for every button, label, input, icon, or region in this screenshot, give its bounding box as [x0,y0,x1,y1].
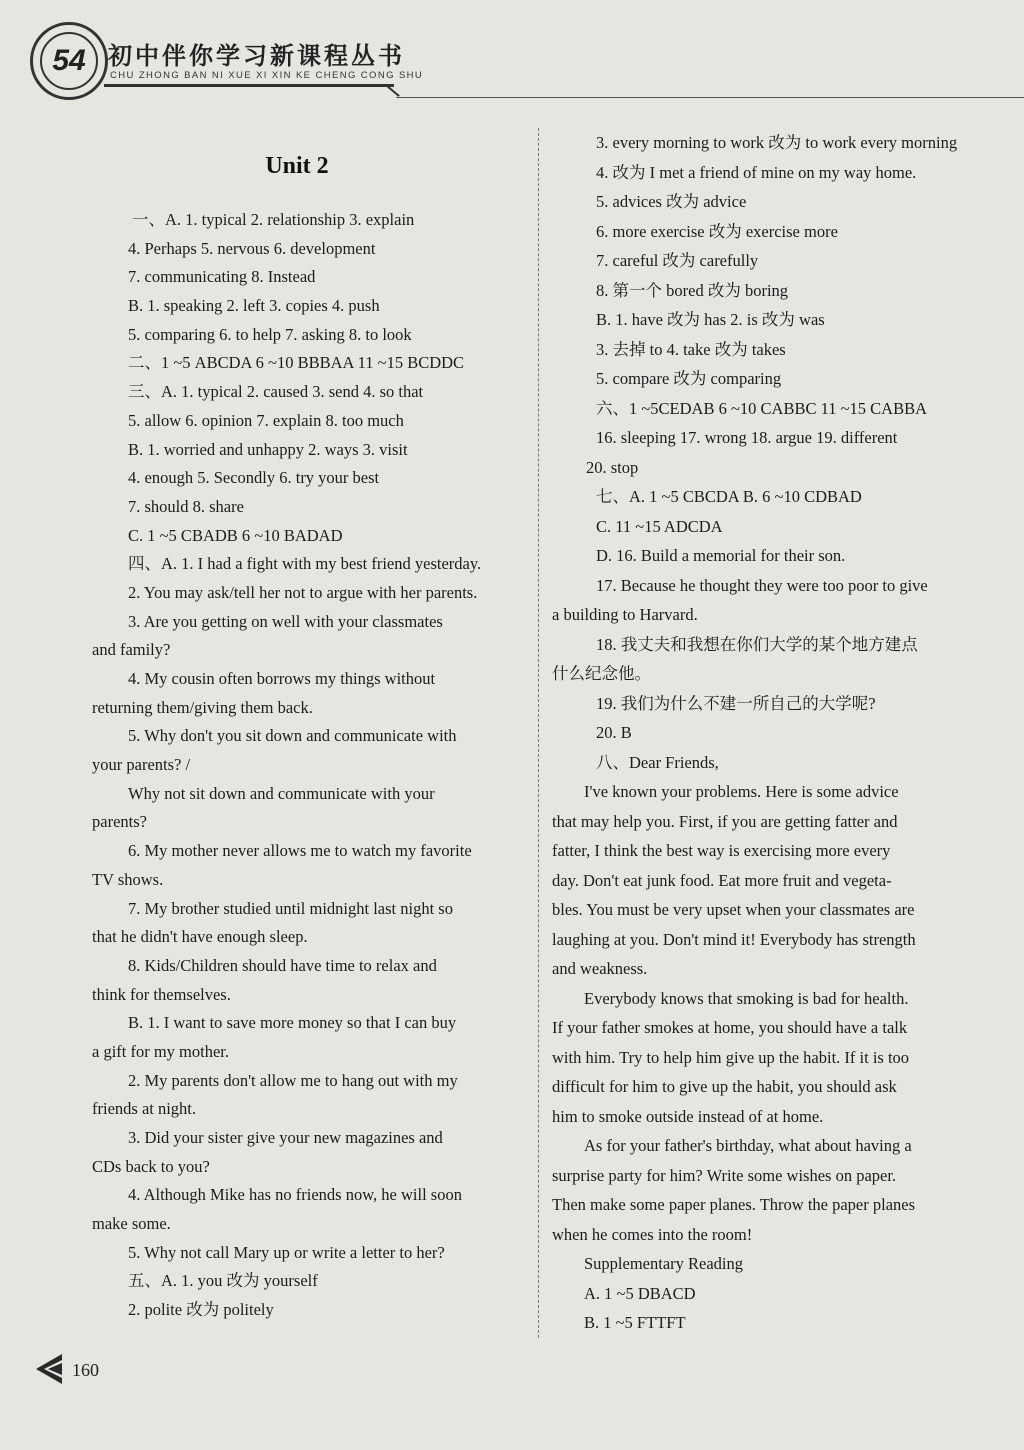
answer-line: 3. Are you getting on well with your classmates [128,611,443,631]
answer-line: C. 1 ~5 CBADB 6 ~10 BADAD [128,525,343,545]
answer-line: TV shows. [92,869,164,889]
answer-line: 4. My cousin often borrows my things without [128,669,436,688]
answer-line: 5. Why not call Mary up or write a letter to her? [128,1242,445,1262]
answer-line: 四、A. 1. I had a fight with my best friend yesterday. [128,554,482,574]
answer-line: B. 1 ~5 FTTFT [584,1313,686,1332]
page-number: 160 [72,1360,99,1380]
essay-line: surprise party for him? Write some wishes on paper. [552,1165,897,1185]
answer-line: 5. comparing 6. to help 7. asking 8. to look [128,324,412,344]
answer-line: 六、1 ~5CEDAB 6 ~10 CABBC 11 ~15 CABBA [596,398,927,418]
answer-line: B. 1. worried and unhappy 2. ways 3. visit [128,439,408,459]
answer-line: 7. My brother studied until midnight last night so [128,898,453,918]
answer-line: 20. stop [586,457,639,477]
essay-line: day. Don't eat junk food. Eat more fruit and vegeta- [552,870,892,890]
page-header [0,0,1024,110]
answer-line: 4. 改为 I met a friend of mine on my way home. [596,162,917,182]
essay-line: As for your father's birthday, what about having a [584,1136,912,1155]
answer-line: 5. compare 改为 comparing [596,369,782,388]
answer-line: 4. Perhaps 5. nervous 6. development [128,238,376,258]
answer-line: B. 1. have 改为 has 2. is 改为 was [596,310,825,329]
answer-line: 7. should 8. share [128,496,244,516]
answer-line: 一、A. 1. typical 2. relationship 3. explain [132,210,415,229]
answer-line: 3. 去掉 to 4. take 改为 takes [596,339,786,359]
answer-line: think for themselves. [92,984,231,1004]
answer-line: 5. Why don't you sit down and communicate with [128,726,457,746]
essay-line: laughing at you. Don't mind it! Everybody has strength [552,929,916,949]
answer-line: 3. Did your sister give your new magazines and [128,1128,443,1147]
answer-line: 2. You may ask/tell her not to argue with her parents. [128,582,478,602]
header-rule-thick [104,84,394,87]
answer-line: 2. My parents don't allow me to hang out with my [128,1070,458,1090]
essay-line: difficult for him to give up the habit, you should ask [552,1077,897,1096]
answer-line: returning them/giving them back. [92,697,313,717]
unit-title: Unit 2 [265,153,329,179]
answer-line: 5. allow 6. opinion 7. explain 8. too much [128,410,404,430]
logo-emblem: 54 [40,32,98,90]
answer-line: C. 11 ~15 ADCDA [596,516,723,536]
answer-line: 20. B [596,723,632,742]
answer-line: a gift for my mother. [92,1041,230,1061]
answer-line: 3. every morning to work 改为 to work every morning [596,133,958,152]
answer-line: and family? [92,640,171,660]
essay-line: and weakness. [552,959,648,978]
left-column [88,150,516,1325]
answer-line: 三、A. 1. typical 2. caused 3. send 4. so that [128,382,424,402]
answer-line: 2. polite 改为 politely [128,1300,274,1320]
answer-line: your parents? / [92,755,191,775]
answer-line: D. 16. Build a memorial for their son. [596,546,846,565]
answer-line: 五、A. 1. you 改为 yourself [128,1271,318,1291]
essay-line: with him. Try to help him give up the habit. If it is too [552,1047,910,1067]
essay-line: when he comes into the room! [552,1224,753,1244]
answer-line: 17. Because he thought they were too poor to give [596,575,928,595]
answer-line: parents? [92,812,147,832]
answer-line: B. 1. I want to save more money so that I can buy [128,1013,457,1033]
answer-line: B. 1. speaking 2. left 3. copies 4. push [128,296,380,316]
answer-line: friends at night. [92,1099,197,1119]
answer-line: 18. 我丈夫和我想在你们大学的某个地方建点 [596,634,918,654]
answer-line: CDs back to you? [92,1156,210,1176]
essay-line: fatter, I think the best way is exercising more every [552,841,891,860]
answer-line: 7. communicating 8. Instead [128,267,316,287]
essay-line: Everybody knows that smoking is bad for health. [584,988,909,1008]
answer-line: 6. My mother never allows me to watch my favorite [128,841,472,861]
answer-line: make some. [92,1214,171,1234]
answer-line: 什么纪念他。 [552,664,651,683]
series-title: 初中伴你学习新课程丛书 [108,42,405,70]
essay-line: Then make some paper planes. Throw the paper planes [552,1195,916,1214]
answer-line: 16. sleeping 17. wrong 18. argue 19. different [596,428,898,447]
right-column [548,128,980,1338]
section-heading: Supplementary Reading [584,1254,744,1273]
essay-line: that may help you. First, if you are getting fatter and [552,811,898,831]
essay-line: him to smoke outside instead of at home. [552,1106,824,1126]
answer-line: 七、A. 1 ~5 CBCDA B. 6 ~10 CDBAD [596,487,862,506]
answer-line: 8. 第一个 bored 改为 boring [596,280,789,300]
essay-greeting: 八、Dear Friends, [596,752,719,772]
essay-line: I've known your problems. Here is some advice [584,782,899,801]
series-pinyin: CHU ZHONG BAN NI XUE XI XIN KE CHENG CONG SHU [110,70,424,81]
essay-line: bles. You must be very upset when your classmates are [552,900,915,919]
answer-line: 二、1 ~5 ABCDA 6 ~10 BBBAA 11 ~15 BCDDC [128,353,465,373]
answer-line: 19. 我们为什么不建一所自己的大学呢? [596,693,876,713]
answer-line: that he didn't have enough sleep. [92,927,308,947]
answer-line: 7. careful 改为 carefully [596,251,759,270]
answer-line: 6. more exercise 改为 exercise more [596,221,838,241]
answer-line: 8. Kids/Children should have time to relax and [128,955,437,975]
answer-line: 4. enough 5. Secondly 6. try your best [128,468,380,488]
answer-line: a building to Harvard. [552,605,698,624]
page-arrow-icon [34,1352,68,1386]
answer-line: Why not sit down and communicate with your [128,783,435,803]
series-logo [30,22,108,100]
column-divider [538,128,539,1338]
header-rule-thin [396,97,1024,98]
essay-line: If your father smokes at home, you should have a talk [552,1018,908,1037]
answer-line: 5. advices 改为 advice [596,192,747,211]
answer-line: A. 1 ~5 DBACD [584,1283,696,1303]
answer-line: 4. Although Mike has no friends now, he will soon [128,1185,462,1205]
